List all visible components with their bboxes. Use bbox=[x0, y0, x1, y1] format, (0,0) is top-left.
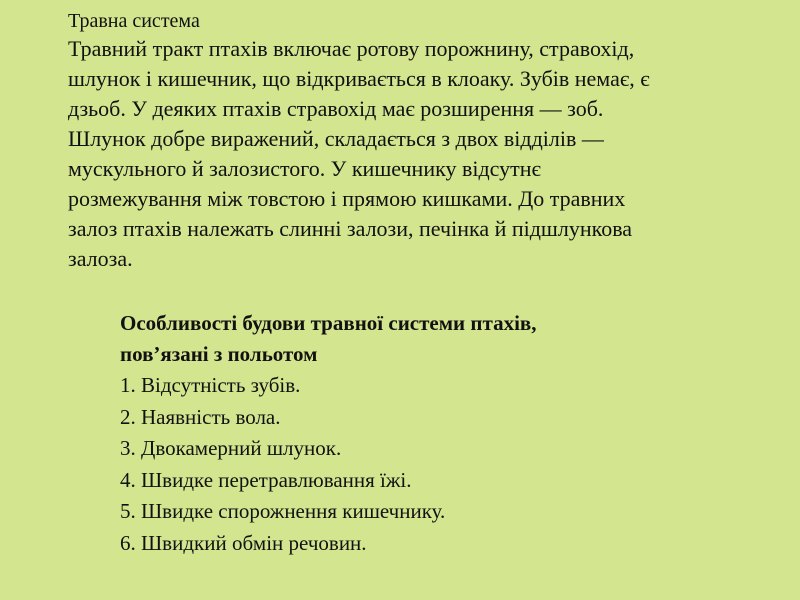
features-list-item: 1. Відсутність зубів. bbox=[120, 373, 301, 397]
features-list-item: 5. Швидке спорожнення кишечнику. bbox=[120, 499, 446, 523]
features-list-item: 2. Наявність вола. bbox=[120, 404, 281, 429]
intro-title: Травна система bbox=[68, 10, 200, 32]
intro-paragraph: Травний тракт птахів включає ротову порожнину, стравохід, шлунок і кишечник, що відкривається в клоаку. Зубів немає, є дзьоб. У деяких птахів стравохід має розширення — зоб. Шлунок добре виражений, складається з двох відділів — мускульного й залозистого. У кишечнику відсутнє розмежування між товстою і прямою кишками. До травних залоз птахів належать слинні залози, печінка й підшлункова залоза. bbox=[68, 36, 650, 271]
features-list bbox=[120, 370, 720, 559]
features-section bbox=[120, 308, 720, 559]
intro-section bbox=[68, 8, 788, 274]
features-list-item: 4. Швидке перетравлювання їжі. bbox=[120, 467, 412, 492]
features-list-item: 3. Двокамерний шлунок. bbox=[120, 436, 342, 460]
features-title: Особливості будови травної системи птахів, пов’язані з польотом bbox=[120, 311, 537, 366]
features-list-item: 6. Швидкий обмін речовин. bbox=[120, 530, 367, 555]
